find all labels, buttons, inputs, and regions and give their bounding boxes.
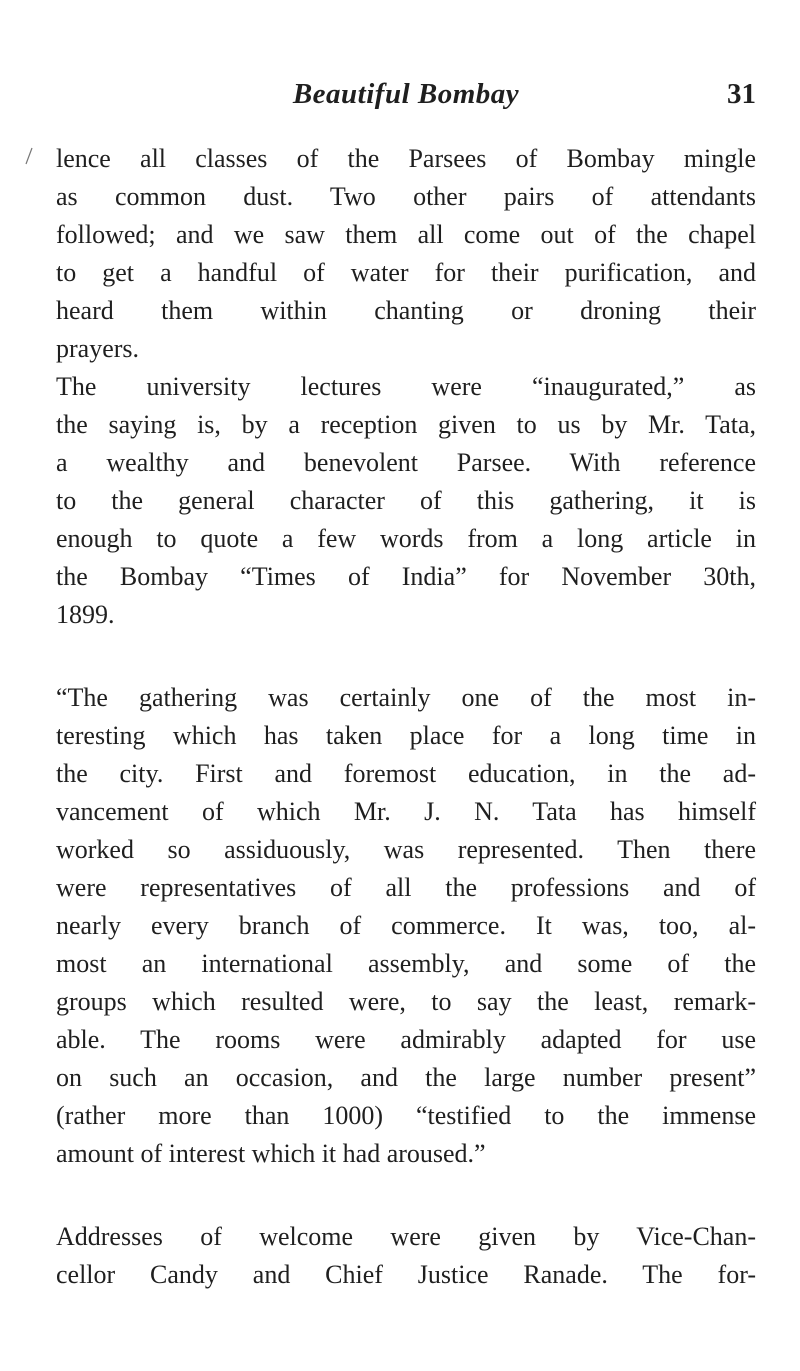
text-line: (rather more than 1000) “testified to the immense [56, 1101, 756, 1130]
text-line: followed; and we saw them all come out of the chapel [56, 220, 756, 249]
text-line: were representatives of all the professions and of [56, 873, 756, 902]
text-line: prayers. [56, 334, 140, 363]
text-line: able. The rooms were admirably adapted for use [56, 1025, 756, 1054]
stray-pen-mark [24, 147, 34, 165]
text-line: to get a handful of water for their purification, and [56, 258, 756, 287]
paragraph [56, 1218, 756, 1294]
text-line: heard them within chanting or droning their [56, 296, 756, 325]
text-line: teresting which has taken place for a long time in [56, 721, 756, 750]
text-line: a wealthy and benevolent Parsee. With reference [56, 448, 756, 477]
text-line: most an international assembly, and some of the [56, 949, 756, 978]
text-line: The university lectures were “inaugurated,” as [56, 372, 756, 401]
quoted-paragraph [56, 679, 756, 1173]
paragraph [56, 368, 756, 634]
text-line: lence all classes of the Parsees of Bombay mingle [56, 144, 756, 173]
text-line: worked so assiduously, was represented. Then there [56, 835, 756, 864]
text-line: enough to quote a few words from a long article in [56, 524, 756, 553]
text-line: the city. First and foremost education, in the ad- [56, 759, 756, 788]
paragraph-gap [56, 1173, 756, 1218]
text-line: cellor Candy and Chief Justice Ranade. The for- [56, 1260, 756, 1289]
text-line: the saying is, by a reception given to us by Mr. Tata, [56, 410, 756, 439]
text-line: amount of interest which it had aroused.” [56, 1139, 486, 1168]
text-line: to the general character of this gathering, it is [56, 486, 756, 515]
page-number: 31 [727, 78, 756, 110]
paragraph [56, 140, 756, 368]
running-head [56, 78, 756, 118]
text-line: vancement of which Mr. J. N. Tata has himself [56, 797, 756, 826]
text-line: 1899. [56, 600, 115, 629]
text-line: Addresses of welcome were given by Vice-Chan- [56, 1222, 756, 1251]
body-text [56, 140, 756, 1294]
text-line: “The gathering was certainly one of the most in- [56, 683, 756, 712]
text-line: the Bombay “Times of India” for November 30th, [56, 562, 756, 591]
paragraph-gap [56, 634, 756, 679]
text-line: on such an occasion, and the large number present” [56, 1063, 756, 1092]
text-line: groups which resulted were, to say the least, remark- [56, 987, 756, 1016]
text-line: nearly every branch of commerce. It was, too, al- [56, 911, 756, 940]
running-title: Beautiful Bombay [292, 78, 520, 110]
text-line: as common dust. Two other pairs of attendants [56, 182, 756, 211]
